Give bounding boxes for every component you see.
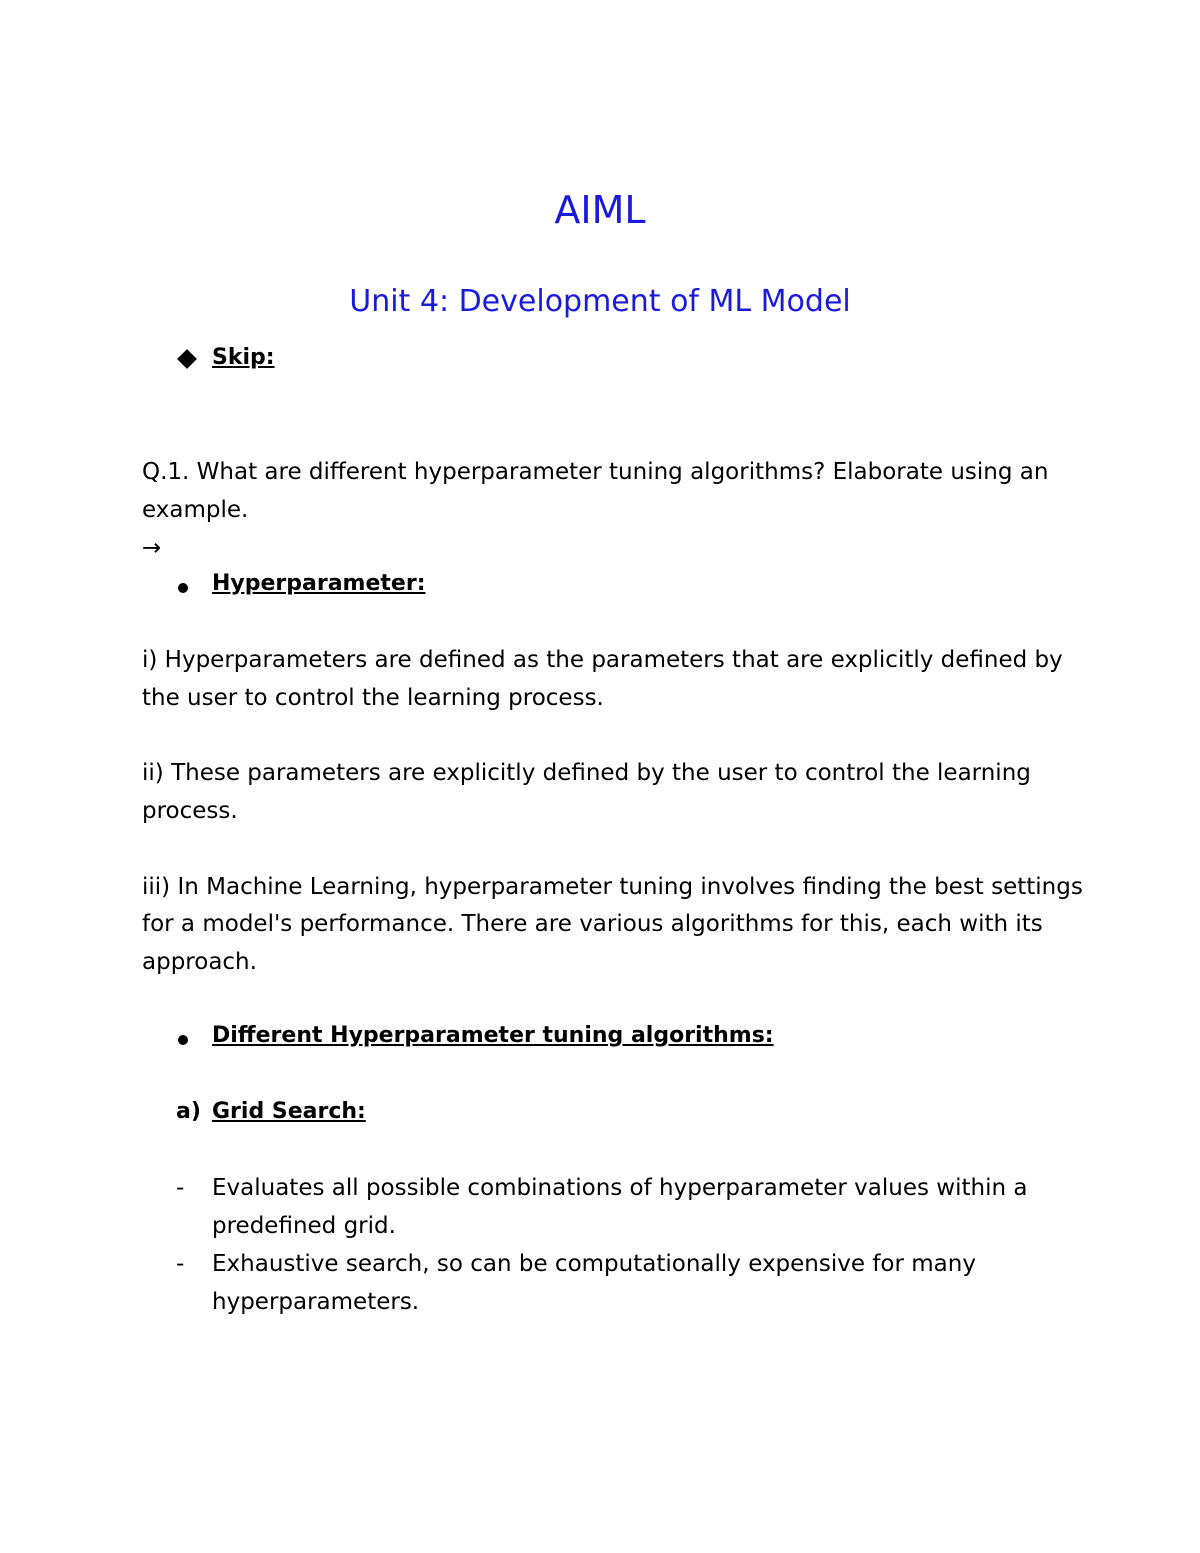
point-2-line-2: process. bbox=[142, 798, 238, 824]
point-3-line-1: iii) In Machine Learning, hyperparameter tuning involves finding the best settings bbox=[142, 874, 1083, 900]
skip-heading: Skip: bbox=[212, 345, 275, 370]
grid-bullet-2-line-2: hyperparameters. bbox=[212, 1289, 420, 1315]
dash-bullet: - bbox=[176, 1251, 185, 1277]
dash-bullet: - bbox=[176, 1175, 185, 1201]
grid-bullet-1-line-1: Evaluates all possible combinations of hyperparameter values within a bbox=[212, 1175, 1028, 1201]
grid-search-heading: Grid Search: bbox=[212, 1099, 366, 1124]
arrow-icon: → bbox=[142, 535, 162, 561]
point-3-line-3: approach. bbox=[142, 949, 257, 975]
question-line-1: Q.1. What are different hyperparameter tuning algorithms? Elaborate using an bbox=[142, 459, 1049, 485]
question-line-2: example. bbox=[142, 497, 249, 523]
grid-bullet-2-line-1: Exhaustive search, so can be computationally expensive for many bbox=[212, 1251, 976, 1277]
point-2-line-1: ii) These parameters are explicitly defined by the user to control the learning bbox=[142, 760, 1031, 786]
dot-bullet-icon bbox=[178, 583, 188, 593]
point-1-line-1: i) Hyperparameters are defined as the parameters that are explicitly defined by bbox=[142, 647, 1063, 673]
grid-bullet-1-line-2: predefined grid. bbox=[212, 1213, 396, 1239]
diamond-bullet-icon bbox=[177, 349, 197, 369]
hyperparameter-heading: Hyperparameter: bbox=[212, 571, 426, 596]
algorithms-heading: Different Hyperparameter tuning algorithms: bbox=[212, 1023, 774, 1048]
document-title: AIML bbox=[554, 188, 646, 232]
grid-search-prefix: a) bbox=[176, 1099, 201, 1124]
dot-bullet-icon bbox=[178, 1035, 188, 1045]
document-subtitle: Unit 4: Development of ML Model bbox=[349, 284, 851, 319]
point-1-line-2: the user to control the learning process. bbox=[142, 685, 604, 711]
point-3-line-2: for a model's performance. There are various algorithms for this, each with its bbox=[142, 911, 1043, 937]
